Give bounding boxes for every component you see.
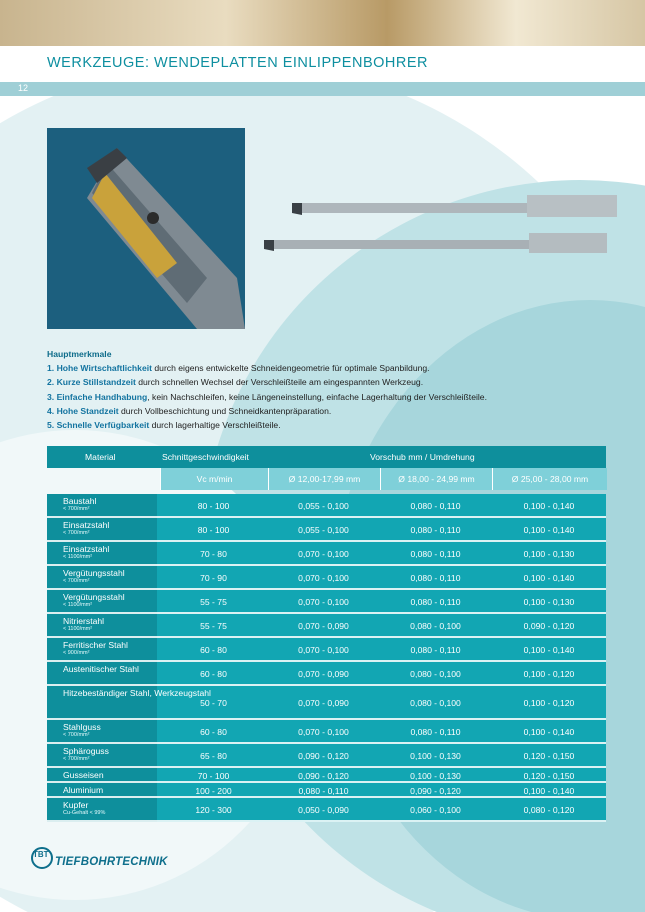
header-d1: Ø 12,00-17,99 mm: [268, 468, 380, 490]
cutting-data-table: [47, 446, 606, 828]
logo-mark-text: TBT: [33, 850, 49, 859]
table-row: [47, 518, 606, 542]
cell-d2: 0,080 - 0,110: [410, 501, 461, 511]
cell-d1: 0,090 - 0,120: [298, 770, 349, 781]
cell-d1: 0,055 - 0,100: [298, 525, 349, 535]
cell-vc: 70 - 90: [200, 573, 227, 583]
material-name: Vergütungsstahl < 700/mm²: [63, 568, 125, 584]
cell-d1: 0,070 - 0,100: [298, 597, 349, 607]
table-row: [47, 494, 606, 518]
page-tab: [0, 82, 645, 96]
material-sub: < 700/mm²: [63, 506, 90, 512]
material-name: Baustahl < 700/mm²: [63, 496, 97, 512]
material-sub: Cu-Gehalt < 99%: [63, 810, 106, 816]
material-name: Austenitischer Stahl: [63, 664, 139, 674]
cell-vc: 50 - 70: [200, 698, 227, 708]
cell-vc: 60 - 80: [200, 645, 227, 655]
cell-vc: 55 - 75: [200, 621, 227, 631]
cell-d2: 0,080 - 0,100: [410, 698, 461, 708]
cell-d3: 0,100 - 0,140: [523, 785, 575, 796]
table-row: [47, 542, 606, 566]
header-feed: Vorschub mm / Umdrehung: [370, 452, 475, 462]
logo-text: TIEFBOHRTECHNIK: [55, 856, 168, 868]
cell-d1: 0,080 - 0,110: [298, 785, 349, 796]
cell-d2: 0,080 - 0,110: [410, 525, 461, 535]
material-name: Kupfer Cu-Gehalt < 99%: [63, 800, 106, 816]
cell-d3: 0,080 - 0,120: [523, 805, 575, 815]
cell-d3: 0,100 - 0,140: [523, 727, 575, 737]
material-sub: < 700/mm²: [63, 732, 90, 738]
table-row: [47, 686, 606, 720]
drill-tools-image: [262, 185, 622, 265]
cell-d2: 0,080 - 0,100: [410, 621, 461, 631]
cell-vc: 60 - 80: [200, 669, 227, 679]
cell-d3: 0,100 - 0,130: [523, 549, 575, 559]
table-row: [47, 590, 606, 614]
cell-vc: 80 - 100: [197, 525, 230, 535]
features-heading: Hauptmerkmale: [47, 349, 112, 359]
cell-vc: 65 - 80: [200, 751, 227, 761]
header-speed: Schnittgeschwindigkeit: [162, 452, 249, 462]
cell-d1: 0,070 - 0,100: [298, 645, 349, 655]
table-row: [47, 638, 606, 662]
cell-d2: 0,080 - 0,110: [410, 645, 461, 655]
page-number: 12: [18, 83, 29, 93]
material-name: Hitzebeständiger Stahl, Werkzeugstahl: [63, 688, 211, 698]
feature-item: 4. Hohe Standzeit durch Vollbeschichtung und Schneidkantenpräparation.: [47, 405, 332, 416]
table-row: [47, 768, 606, 783]
table-row: [47, 798, 606, 822]
material-name: Ferritischer Stahl < 900/mm²: [63, 640, 128, 656]
cell-d2: 0,080 - 0,110: [410, 597, 461, 607]
feature-item: 1. Hohe Wirtschaftlichkeit durch eigens entwickelte Schneidengeometrie für optimale Spanbildung.: [47, 363, 430, 374]
table-row: [47, 720, 606, 744]
table-row: [47, 566, 606, 590]
cell-vc: 55 - 75: [200, 597, 227, 607]
cell-d3: 0,100 - 0,140: [523, 525, 575, 535]
cell-vc: 70 - 100: [197, 770, 230, 781]
cell-d3: 0,100 - 0,140: [523, 645, 575, 655]
cell-d1: 0,070 - 0,090: [298, 621, 349, 631]
cell-d1: 0,070 - 0,100: [298, 549, 349, 559]
cell-d1: 0,090 - 0,120: [298, 751, 349, 761]
cell-d1: 0,070 - 0,090: [298, 669, 349, 679]
cell-vc: 70 - 80: [200, 549, 227, 559]
material-sub: < 900/mm²: [63, 650, 90, 656]
material-name: Gusseisen: [63, 770, 104, 780]
cell-d1: 0,070 - 0,090: [298, 698, 349, 708]
cell-d3: 0,090 - 0,120: [523, 621, 575, 631]
table-row: [47, 783, 606, 798]
feature-item: 2. Kurze Stillstandzeit durch schnellen Wechsel der Verschleißteile am eingespannten Werkzeug.: [47, 377, 424, 388]
header-d2: Ø 18,00 - 24,99 mm: [380, 468, 492, 490]
cell-d1: 0,070 - 0,100: [298, 573, 349, 583]
cell-d3: 0,100 - 0,140: [523, 573, 575, 583]
table-row: [47, 662, 606, 686]
cell-d1: 0,050 - 0,090: [298, 805, 349, 815]
cell-d3: 0,100 - 0,140: [523, 501, 575, 511]
material-sub: < 1100/mm²: [63, 554, 93, 560]
cell-vc: 60 - 80: [200, 727, 227, 737]
cell-vc: 120 - 300: [195, 805, 232, 815]
cell-d2: 0,100 - 0,130: [410, 770, 461, 781]
material-name: Nitrierstahl < 1100/mm²: [63, 616, 105, 632]
cell-d2: 0,080 - 0,110: [410, 727, 461, 737]
material-sub: < 700/mm²: [63, 756, 90, 762]
cell-d2: 0,080 - 0,110: [410, 549, 461, 559]
cell-d1: 0,070 - 0,100: [298, 727, 349, 737]
header-material: Material: [85, 452, 116, 462]
cell-vc: 80 - 100: [197, 501, 230, 511]
page-title: WERKZEUGE: WENDEPLATTEN EINLIPPENBOHRER: [47, 55, 428, 71]
material-name: Vergütungsstahl < 1100/mm²: [63, 592, 125, 608]
cell-d2: 0,080 - 0,100: [410, 669, 461, 679]
cell-d3: 0,100 - 0,130: [523, 597, 575, 607]
table-row: [47, 744, 606, 768]
material-name: Einsatzstahl < 1100/mm²: [63, 544, 110, 560]
cell-d2: 0,100 - 0,130: [410, 751, 461, 761]
material-name: Aluminium: [63, 785, 104, 795]
material-sub: < 700/mm²: [63, 530, 90, 536]
feature-item: 3. Einfache Handhabung, kein Nachschleifen, keine Längeneinstellung, einfache Lagerhaltung der Verschleißteile.: [47, 391, 487, 402]
cell-vc: 100 - 200: [195, 785, 232, 796]
material-name: Einsatzstahl < 700/mm²: [63, 520, 110, 536]
features-section: [47, 347, 487, 432]
cell-d3: 0,120 - 0,150: [523, 751, 575, 761]
cell-d3: 0,100 - 0,120: [523, 698, 575, 708]
header-d3: Ø 25,00 - 28,00 mm: [492, 468, 607, 490]
material-sub: < 700/mm²: [63, 578, 90, 584]
cell-d3: 0,100 - 0,120: [523, 669, 575, 679]
drill-head-photo: [47, 128, 245, 329]
cell-d1: 0,055 - 0,100: [298, 501, 349, 511]
table-header-row: [47, 446, 606, 468]
header-vc: Vc m/min: [160, 468, 268, 490]
cell-d2: 0,060 - 0,100: [410, 805, 461, 815]
material-sub: < 1100/mm²: [63, 626, 93, 632]
feature-item: 5. Schnelle Verfügbarkeit durch lagerhaltige Verschleißteile.: [47, 420, 281, 431]
cell-d3: 0,120 - 0,150: [523, 770, 575, 781]
cell-d2: 0,080 - 0,110: [410, 573, 461, 583]
table-row: [47, 614, 606, 638]
material-name: Sphäroguss < 700/mm²: [63, 746, 109, 762]
cell-d2: 0,090 - 0,120: [410, 785, 461, 796]
header-photo-band: [0, 0, 645, 46]
material-name: Stahlguss < 700/mm²: [63, 722, 101, 738]
material-sub: < 1100/mm²: [63, 602, 93, 608]
